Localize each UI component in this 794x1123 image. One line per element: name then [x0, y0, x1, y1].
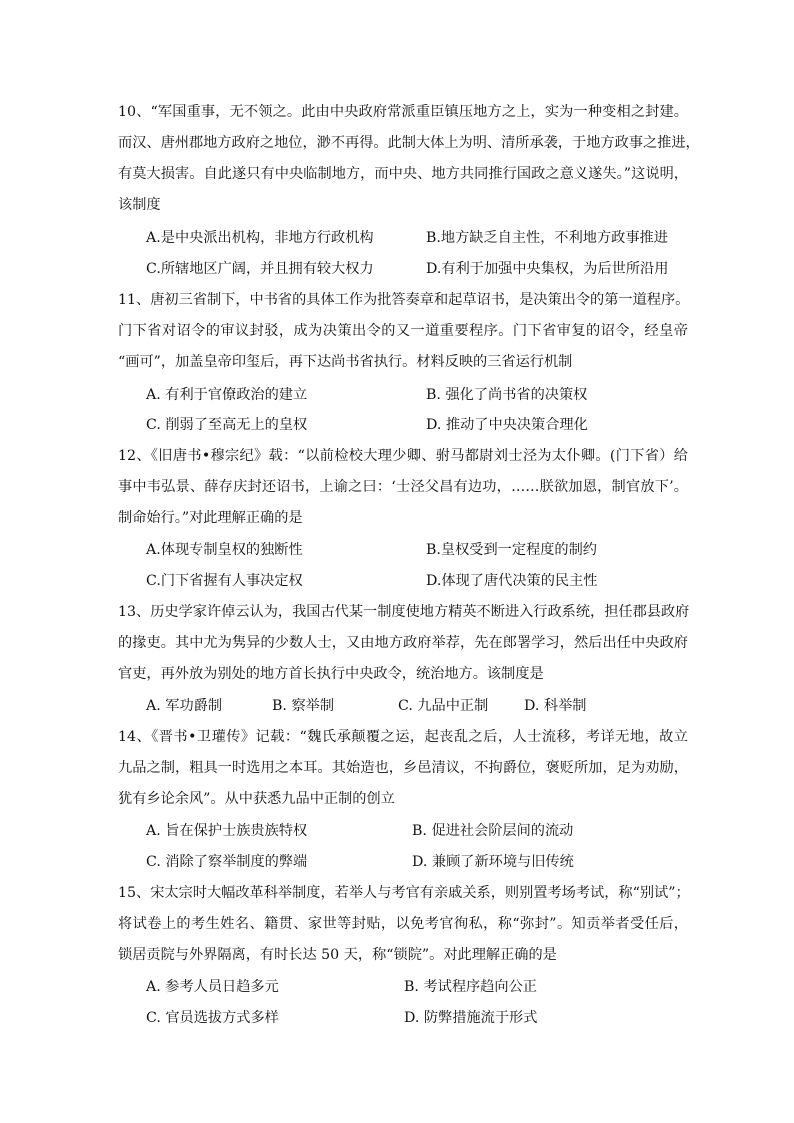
q13-line-3: 官吏，再外放为别处的地方首长执行中央政令，统治地方。该制度是	[118, 666, 544, 682]
q13-option-c: C. 九品中正制	[398, 698, 489, 714]
q14-option-c: C. 消除了察举制度的弊端	[146, 854, 308, 870]
q11-line-3: “画可”，加盖皇帝印玺后，再下达尚书省执行。材料反映的三省运行机制	[118, 354, 573, 370]
q10-line-1: 10、“军国重事，无不领之。此由中央政府常派重臣镇压地方之上，实为一种变相之封建。	[118, 104, 688, 120]
q14-line-2: 九品之制，粗具一时选用之本耳。其始造也，乡邑清议，不拘爵位，褒贬所加，足为劝励，	[118, 760, 688, 776]
q14-line-3: 犹有乡论余风”。从中获悉九品中正制的创立	[118, 791, 395, 807]
q14-line-1: 14、《晋书•卫瓘传》记载：“魏氏承颠覆之运，起丧乱之后，人士流移，考详无地，故立	[118, 729, 688, 745]
q11-line-2: 门下省对诏令的审议封驳，成为决策出令的又一道重要程序。门下省审复的诏令，经皇帝	[118, 323, 688, 339]
q13-line-1: 13、历史学家许倬云认为，我国古代某一制度使地方精英不断进入行政系统，担任郡县政府	[118, 604, 690, 620]
q15-option-c: C. 官员选拔方式多样	[146, 1010, 279, 1026]
q11-option-c: C. 削弱了至高无上的皇权	[146, 417, 308, 433]
q10-line-3: 有莫大损害。自此遂只有中央临制地方，而中央、地方共同推行国政之意义遂失。”这说明，	[118, 166, 688, 182]
q13-option-b: B. 察举制	[272, 698, 335, 714]
q13-option-a: A. 军功爵制	[146, 698, 223, 714]
q10-option-d: D.有利于加强中央集权，为后世所沿用	[426, 261, 669, 277]
q10-line-4: 该制度	[118, 197, 161, 213]
q12-line-2: 事中韦弘景、薛存庆封还诏书，上谕之曰：‘士泾父昌有边功，……朕欲加恩，制官放下’。	[118, 479, 688, 495]
q15-line-1: 15、宋太宗时大幅改革科举制度，若举人与考官有亲戚关系，则别置考场考试，称“别试”；	[118, 885, 690, 901]
q10-option-c: C.所辖地区广阔，并且拥有较大权力	[146, 261, 374, 277]
q10-option-a: A.是中央派出机构，非地方行政机构	[146, 230, 374, 246]
q12-line-3: 制命始行。”对此理解正确的是	[118, 510, 303, 526]
q13-option-d: D. 科举制	[524, 698, 587, 714]
q12-option-c: C.门下省握有人事决定权	[146, 573, 303, 589]
q11-option-a: A. 有利于官僚政治的建立	[146, 387, 308, 403]
q15-option-a: A. 参考人员日趋多元	[146, 979, 279, 995]
q11-option-d: D. 推动了中央决策合理化	[426, 417, 588, 433]
q15-option-d: D. 防弊措施流于形式	[404, 1010, 538, 1026]
q12-option-b: B.皇权受到一定程度的制约	[426, 542, 597, 558]
q10-line-2: 而汉、唐州郡地方政府之地位，渺不再得。此制大体上为明、清所承袭，于地方政事之推进，	[118, 135, 700, 151]
q13-line-2: 的掾吏。其中尤为隽异的少数人士，又由地方政府举荐，先在郎署学习，然后出任中央政府	[118, 635, 688, 651]
q15-line-3: 锁居贡院与外界隔离，有时长达 50 天，称“锁院”。对此理解正确的是	[118, 947, 557, 963]
q14-option-d: D. 兼顾了新环境与旧传统	[412, 854, 574, 870]
q11-line-1: 11、唐初三省制下，中书省的具体工作为批答奏章和起草诏书，是决策出令的第一道程序。	[118, 292, 690, 308]
q15-line-2: 将试卷上的考生姓名、籍贯、家世等封贴，以免考官徇私，称“弥封”。知贡举者受任后，	[118, 916, 688, 932]
q12-option-a: A.体现专制皇权的独断性	[146, 542, 303, 558]
q12-option-d: D.体现了唐代决策的民主性	[426, 573, 598, 589]
q10-option-b: B.地方缺乏自主性，不利地方政事推进	[426, 230, 668, 246]
q15-option-b: B. 考试程序趋向公正	[404, 979, 537, 995]
q11-option-b: B. 强化了尚书省的决策权	[426, 387, 588, 403]
q14-option-a: A. 旨在保护士族贵族特权	[146, 823, 308, 839]
q14-option-b: B. 促进社会阶层间的流动	[412, 823, 574, 839]
q12-line-1: 12、《旧唐书•穆宗纪》载：“以前检校大理少卿、驸马都尉刘士泾为太仆卿。(门下省）给	[118, 448, 688, 464]
